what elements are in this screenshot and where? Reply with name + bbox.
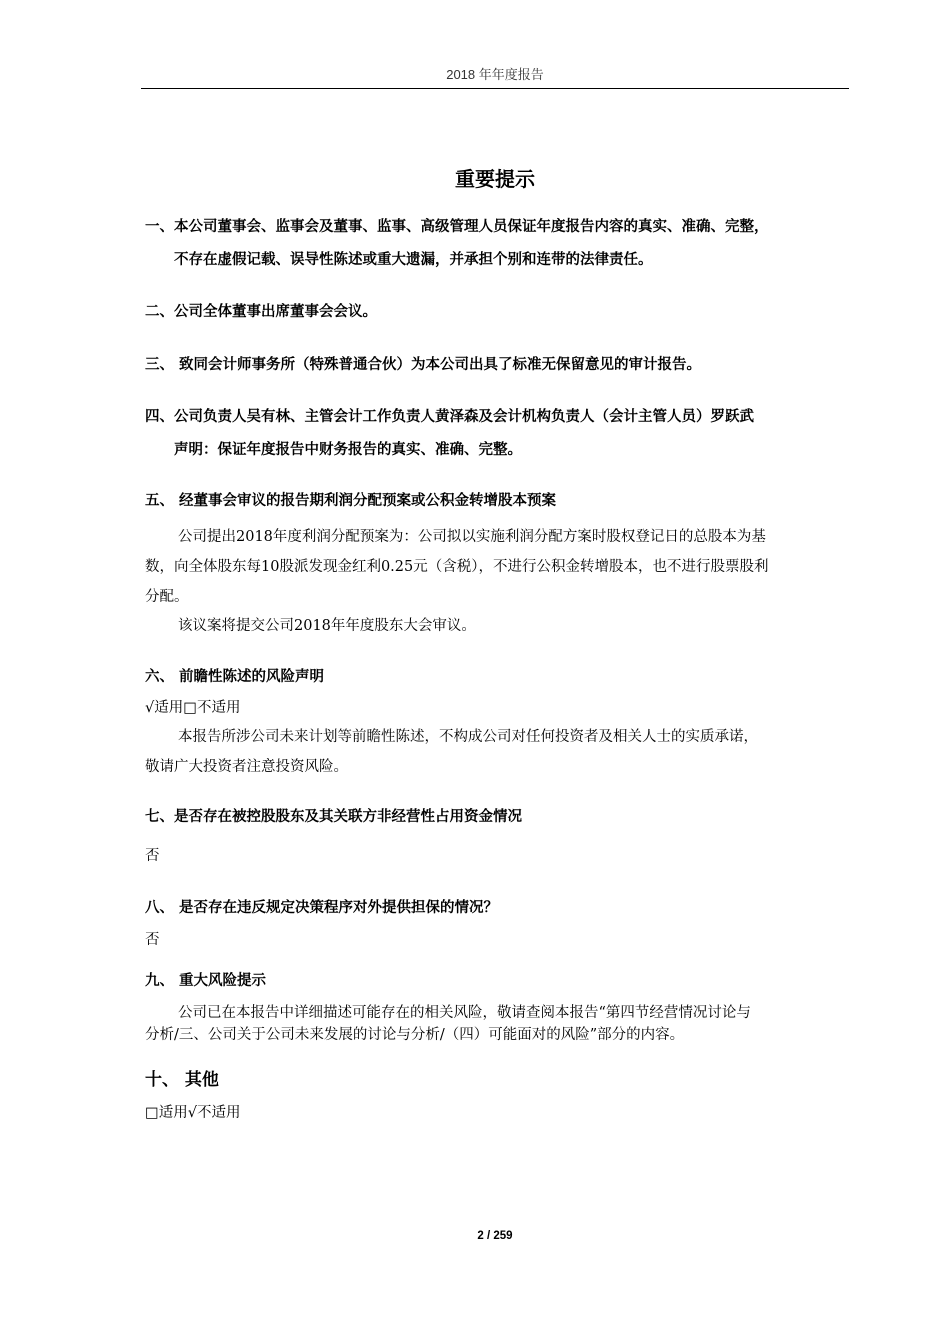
page-title: 重要提示 bbox=[455, 167, 535, 191]
section-9-text: 分析/三、公司关于公司未来发展的讨论与分析/（四）可能面对的风险”部分的内容。 bbox=[145, 1027, 685, 1043]
item-1-line-1: 一、本公司董事会、监事会及董事、监事、高级管理人员保证年度报告内容的真实、准确、完整， bbox=[145, 219, 769, 235]
section-7-heading: 七、是否存在被控股股东及其关联方非经营性占用资金情况 bbox=[145, 809, 522, 825]
section-5-text: 分配。 bbox=[145, 589, 189, 605]
header-divider bbox=[141, 88, 849, 89]
section-7-answer: 否 bbox=[145, 848, 160, 864]
section-9-text: 公司已在本报告中详细描述可能存在的相关风险，敬请查阅本报告“第四节经营情况讨论与 bbox=[178, 1005, 751, 1021]
section-8-heading: 八、 是否存在违反规定决策程序对外提供担保的情况？ bbox=[145, 900, 499, 916]
section-6-heading: 六、 前瞻性陈述的风险声明 bbox=[145, 669, 325, 685]
section-6-text: 敬请广大投资者注意投资风险。 bbox=[145, 759, 348, 775]
section-5-text: 公司提出2018年度利润分配预案为：公司拟以实施利润分配方案时股权登记日的总股本为基 bbox=[178, 529, 766, 545]
section-5-text: 数，向全体股东每10股派发现金红利0.25元（含税），不进行公积金转增股本，也不进行股票股利 bbox=[145, 559, 769, 575]
section-5-text: 该议案将提交公司2018年年度股东大会审议。 bbox=[178, 618, 476, 634]
item-2: 二、公司全体董事出席董事会会议。 bbox=[145, 304, 377, 320]
item-3: 三、 致同会计师事务所（特殊普通合伙）为本公司出具了标准无保留意见的审计报告。 bbox=[145, 357, 702, 373]
page-number: 2 / 259 bbox=[477, 1230, 513, 1242]
applicability-status: √适用□不适用 bbox=[145, 700, 241, 716]
section-8-answer: 否 bbox=[145, 932, 160, 948]
applicability-status: □适用√不适用 bbox=[145, 1105, 241, 1121]
section-9-heading: 九、 重大风险提示 bbox=[145, 973, 267, 989]
item-1-line-2: 不存在虚假记载、误导性陈述或重大遗漏，并承担个别和连带的法律责任。 bbox=[174, 252, 653, 268]
section-10-heading: 十、 其他 bbox=[145, 1070, 219, 1090]
section-5-heading: 五、 经董事会审议的报告期利润分配预案或公积金转增股本预案 bbox=[145, 493, 557, 509]
section-6-text: 本报告所涉公司未来计划等前瞻性陈述，不构成公司对任何投资者及相关人士的实质承诺， bbox=[178, 729, 758, 745]
item-4-line-2: 声明：保证年度报告中财务报告的真实、准确、完整。 bbox=[174, 442, 522, 458]
item-4-line-1: 四、公司负责人吴有林、主管会计工作负责人黄泽森及会计机构负责人（会计主管人员）罗跃武 bbox=[145, 409, 754, 425]
page-header: 2018 年年度报告 bbox=[446, 67, 544, 82]
